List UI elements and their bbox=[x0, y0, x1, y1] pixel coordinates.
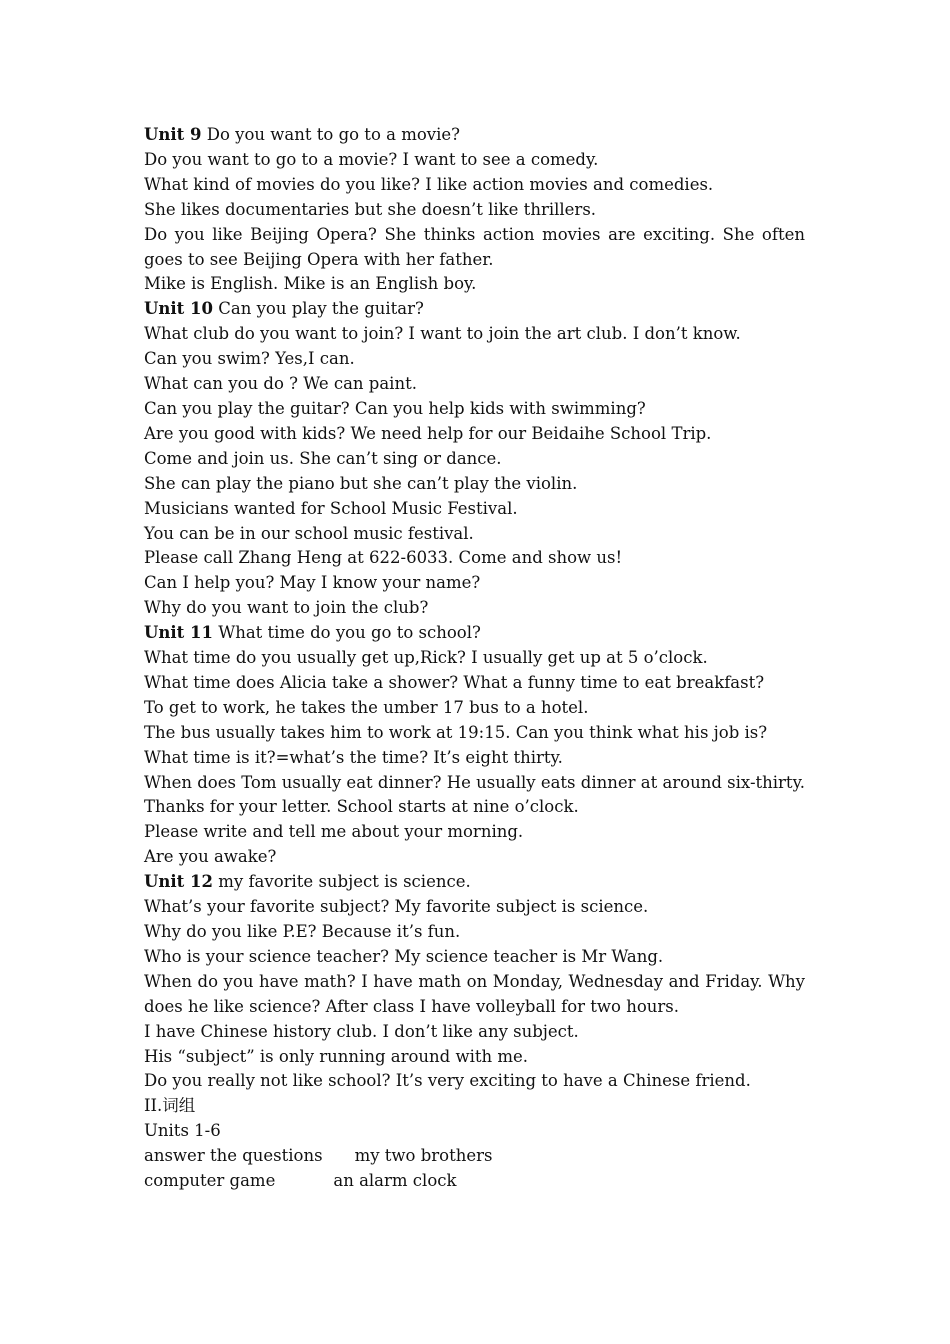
line-text: Who is your science teacher? My science teacher is Mr Wang. bbox=[144, 946, 664, 966]
text-line bbox=[144, 1094, 805, 1119]
line-text: What’s your favorite subject? My favorite subject is science. bbox=[144, 897, 649, 917]
text-line bbox=[144, 596, 805, 621]
unit-heading-line bbox=[144, 621, 805, 646]
line-text: Please call Zhang Heng at 622-6033. Come and show us! bbox=[144, 548, 623, 568]
line-text: Do you really not like school? It’s very exciting to have a Chinese friend. bbox=[144, 1071, 751, 1091]
text-line bbox=[144, 970, 805, 1020]
line-text: What club do you want to join? I want to join the art club. I don’t know. bbox=[144, 324, 741, 344]
text-line bbox=[144, 845, 805, 870]
line-text: She can play the piano but she can’t play the violin. bbox=[144, 473, 578, 493]
text-line bbox=[144, 945, 805, 970]
text-line bbox=[144, 696, 805, 721]
document-page bbox=[144, 123, 805, 1194]
text-line bbox=[144, 1119, 805, 1144]
text-line bbox=[144, 746, 805, 771]
line-text: What time do you usually get up,Rick? I usually get up at 5 o’clock. bbox=[144, 648, 708, 668]
line-text: When do you have math? I have math on Monday, Wednesday and Friday. Why does he like science? After class I have volleyball for two hours. bbox=[144, 971, 805, 1016]
text-line bbox=[144, 646, 805, 671]
text-line bbox=[144, 522, 805, 547]
text-line bbox=[144, 173, 805, 198]
text-line bbox=[144, 198, 805, 223]
line-text: His “subject” is only running around with me. bbox=[144, 1046, 529, 1066]
text-line bbox=[144, 322, 805, 347]
text-line bbox=[144, 895, 805, 920]
unit-heading-line bbox=[144, 870, 805, 895]
line-text: Come and join us. She can’t sing or dance. bbox=[144, 448, 502, 468]
line-text: Can you play the guitar? bbox=[212, 299, 424, 319]
line-text: What time does Alicia take a shower? What a funny time to eat breakfast? bbox=[144, 672, 765, 692]
line-text: Musicians wanted for School Music Festival. bbox=[144, 498, 518, 518]
text-line bbox=[144, 223, 805, 273]
line-text: What kind of movies do you like? I like action movies and comedies. bbox=[144, 174, 714, 194]
text-line bbox=[144, 497, 805, 522]
line-text: Do you want to go to a movie? I want to see a comedy. bbox=[144, 149, 599, 169]
text-line bbox=[144, 920, 805, 945]
line-text: Can you swim? Yes,I can. bbox=[144, 349, 355, 369]
line-text: Do you want to go to a movie? bbox=[201, 125, 460, 144]
line-text: You can be in our school music festival. bbox=[144, 523, 474, 543]
line-text: Do you like Beijing Opera? She thinks action movies are exciting. She often goes to see Beijing Opera with her father. bbox=[144, 224, 805, 269]
line-text: To get to work, he takes the umber 17 bus to a hotel. bbox=[144, 697, 589, 717]
line-text: Can I help you? May I know your name? bbox=[144, 573, 481, 593]
unit-label: Unit 9 bbox=[144, 125, 202, 144]
unit-label: Unit 10 bbox=[144, 299, 213, 319]
line-text: What can you do ? We can paint. bbox=[144, 374, 417, 394]
phrase-right: my two brothers bbox=[354, 1146, 493, 1166]
text-line bbox=[144, 820, 805, 845]
text-line bbox=[144, 148, 805, 173]
text-line bbox=[144, 1069, 805, 1094]
text-line bbox=[144, 397, 805, 422]
text-line bbox=[144, 1020, 805, 1045]
text-line bbox=[144, 272, 805, 297]
line-text: The bus usually takes him to work at 19:15. Can you think what his job is? bbox=[144, 722, 768, 742]
phrase-left: computer game bbox=[144, 1171, 276, 1191]
text-line bbox=[144, 721, 805, 746]
unit-heading-line bbox=[144, 297, 805, 322]
line-text: my favorite subject is science. bbox=[212, 872, 471, 892]
text-line bbox=[144, 771, 805, 796]
line-text: When does Tom usually eat dinner? He usually eats dinner at around six-thirty. bbox=[144, 772, 805, 792]
text-line bbox=[144, 422, 805, 447]
line-text: Mike is English. Mike is an English boy. bbox=[144, 274, 477, 294]
line-text: II.词组 bbox=[144, 1096, 196, 1116]
line-text: Why do you like P.E? Because it’s fun. bbox=[144, 922, 461, 941]
line-text: Why do you want to join the club? bbox=[144, 598, 429, 618]
phrase-row bbox=[144, 1169, 805, 1194]
line-text: Can you play the guitar? Can you help kids with swimming? bbox=[144, 398, 646, 418]
line-text: Please write and tell me about your morning. bbox=[144, 822, 524, 842]
text-line bbox=[144, 795, 805, 820]
line-text: I have Chinese history club. I don’t like any subject. bbox=[144, 1021, 579, 1041]
line-text: What time is it?=what’s the time? It’s eight thirty. bbox=[144, 747, 563, 767]
text-line bbox=[144, 447, 805, 472]
unit-label: Unit 12 bbox=[144, 872, 213, 892]
line-text: Units 1-6 bbox=[144, 1121, 221, 1141]
line-text: Are you good with kids? We need help for our Beidaihe School Trip. bbox=[144, 423, 712, 443]
text-line bbox=[144, 347, 805, 372]
line-text: What time do you go to school? bbox=[212, 623, 481, 643]
unit-heading-line bbox=[144, 123, 805, 148]
phrase-row bbox=[144, 1144, 805, 1169]
text-line bbox=[144, 1045, 805, 1070]
text-line bbox=[144, 546, 805, 571]
line-text: She likes documentaries but she doesn’t like thrillers. bbox=[144, 199, 597, 219]
text-line bbox=[144, 372, 805, 397]
text-line bbox=[144, 671, 805, 696]
phrase-right: an alarm clock bbox=[333, 1171, 457, 1191]
text-line bbox=[144, 571, 805, 596]
phrase-left: answer the questions bbox=[144, 1146, 323, 1166]
line-text: Are you awake? bbox=[144, 847, 277, 867]
unit-label: Unit 11 bbox=[144, 623, 213, 643]
text-line bbox=[144, 472, 805, 497]
line-text: Thanks for your letter. School starts at nine o’clock. bbox=[144, 797, 579, 817]
